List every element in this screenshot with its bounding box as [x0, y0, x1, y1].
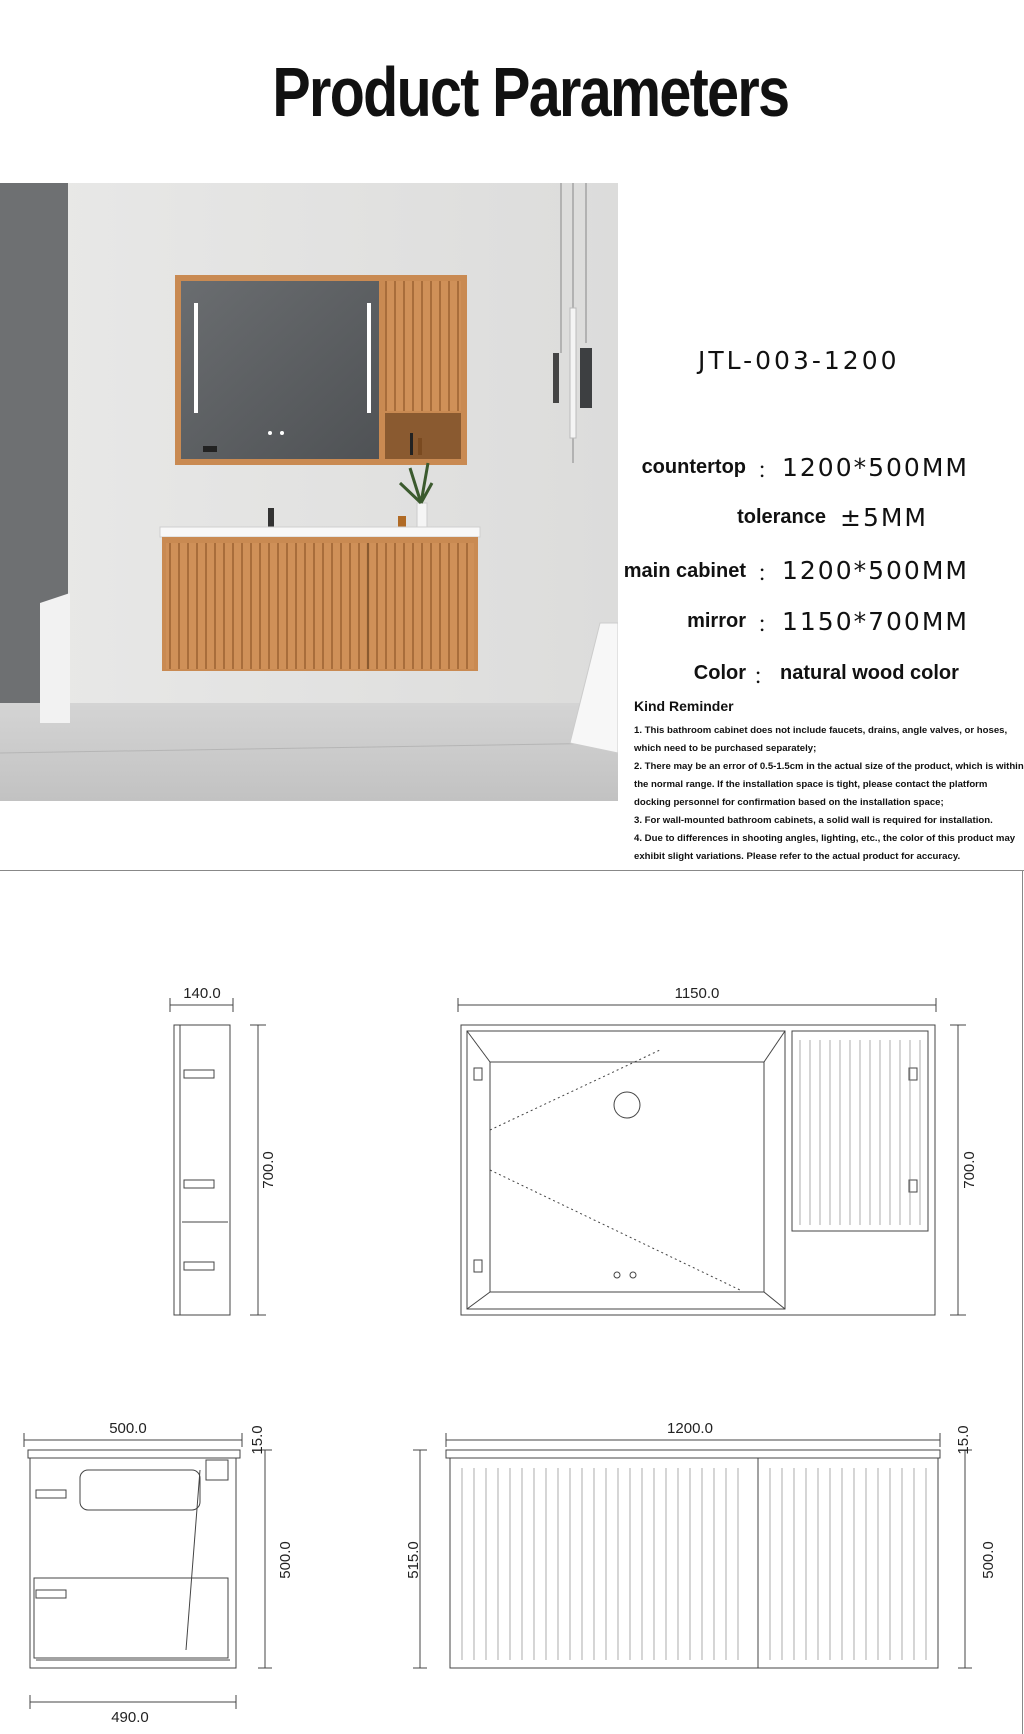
param-colon-countertop: ： — [757, 459, 780, 484]
param-label-countertop: countertop — [641, 456, 746, 478]
mirror-side-view — [170, 998, 266, 1315]
reminder-item: 3. For wall-mounted bathroom cabinets, a solid wall is required for installation. — [634, 815, 993, 826]
param-label-mirror: mirror — [687, 610, 746, 632]
dim-cabinet-side-depth-top: 500.0 — [109, 1420, 147, 1437]
dim-cabinet-side-depth-bottom: 490.0 — [111, 1709, 149, 1726]
param-label-color: Color — [693, 662, 746, 684]
dim-mirror-side-depth: 140.0 — [183, 985, 221, 1002]
reminder-title: Kind Reminder — [634, 698, 734, 714]
dim-mirror-side-height: 700.0 — [260, 1151, 277, 1189]
dim-mirror-height: 700.0 — [961, 1151, 978, 1189]
reminder-list — [634, 722, 1024, 866]
param-colon-main-cabinet: ： — [757, 562, 780, 587]
cabinet-front-view — [413, 1433, 972, 1668]
dim-cabinet-width: 1200.0 — [667, 1420, 713, 1437]
page-title: Product Parameters — [272, 53, 789, 131]
param-colon-color: ： — [753, 665, 776, 690]
param-value-tolerance: ±5MM — [840, 503, 928, 532]
cabinet-side-view — [24, 1433, 272, 1709]
param-value-mirror: 1150*700MM — [782, 607, 969, 636]
bathroom-scene — [0, 183, 618, 801]
reminder-item: 2. There may be an error of 0.5-1.5cm in the actual size of the product, which is within the normal range. If the installation space is tight, please contact the platform docking personnel for confirmation based on the installation space; — [634, 761, 1024, 808]
param-label-tolerance: tolerance — [737, 506, 826, 528]
param-colon-mirror: ： — [757, 613, 780, 638]
param-label-main-cabinet: main cabinet — [623, 560, 746, 582]
dim-cabinet-front-top: 15.0 — [955, 1425, 972, 1455]
model-number: JTL-003-1200 — [698, 346, 900, 375]
reminder-item: 4. Due to differences in shooting angles, lighting, etc., the color of this product may exhibit slight variations. Please refer to the actual product for accuracy. — [634, 833, 1016, 862]
dim-cabinet-side-height: 500.0 — [277, 1541, 294, 1579]
cabinet-front-slats — [462, 1040, 926, 1660]
technical-drawings — [0, 870, 1024, 1734]
dim-cabinet-height: 500.0 — [980, 1541, 997, 1579]
product-photo — [0, 183, 618, 801]
dim-cabinet-total-height: 515.0 — [405, 1541, 422, 1579]
param-value-color: natural wood color — [780, 662, 959, 684]
reminder-item: 1. This bathroom cabinet does not include faucets, drains, angle valves, or hoses, which need to be purchased separately; — [634, 725, 1008, 754]
param-value-main-cabinet: 1200*500MM — [782, 556, 969, 585]
dim-cabinet-side-top: 15.0 — [249, 1425, 266, 1455]
dim-mirror-width: 1150.0 — [674, 985, 720, 1002]
param-value-countertop: 1200*500MM — [782, 453, 969, 482]
